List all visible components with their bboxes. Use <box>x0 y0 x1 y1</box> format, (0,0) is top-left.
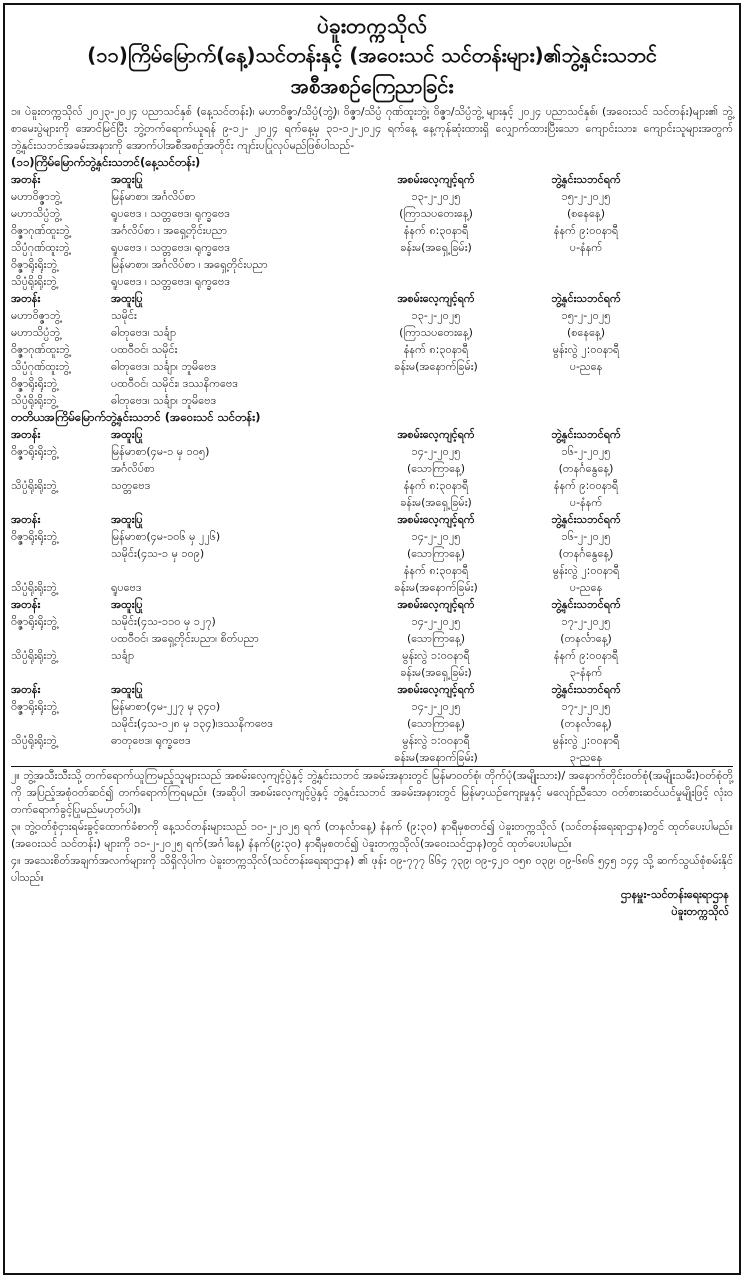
header-c2: အစမ်းလေ့ကျင့်ရက် <box>397 173 475 187</box>
cell-c2: မွန်းလွဲ ၁:၀၀နာရီ <box>402 649 470 663</box>
cell-c1 <box>111 664 361 681</box>
cell-c1: မြန်မာစာ၊ အင်္ဂလိပ်စာ ၊ အရှေ့တိုင်းပညာ <box>111 258 268 272</box>
cell-c0 <box>11 494 111 511</box>
cell-c1: သတ္တဗေဒ <box>111 479 151 493</box>
header-c3: ဘွဲ့နှင်းသဘင်ရက် <box>551 292 621 306</box>
intro-paragraph: ၁။ ပဲခူးတက္ကသိုလ် ၂၀၂၃-၂၀၂၄ ပညာသင်နှစ် (နေ့သင်တန်း)၊ မဟာဝိဇ္ဇာ/သိပ္ပံ(ဘွဲ့)၊ ဝိဇ္ဇာ/သိပ္ပံ ဂုဏ်ထူးဘွဲ့၊ ဝိဇ္ဇာ/သိပ္ပံဘွဲ့ များနှင့် ၂၀၂၄ ပညာသင်နှစ်၊ (အဝေးသင် သင်တန်း)များ၏ ဘွဲ့စာမေးပွဲများကို အောင်မြင်ပြီး ဘွဲ့တက်ရောက်ယူရန် ၉-၁၂- ၂၀၂၄ ရက်နေ့မှ ၃၁-၁၂-၂၀၂၄ ရက်နေ့ နေ့ကုန်ဆုံးထားရှိ လျှောက်ထားပြီးသော ကျောင်းသား၊ ကျောင်းသူများအတွက် ဘွဲ့နှင်းသဘင်အခမ်းအနားကို အောက်ပါအစီအစဉ်အတိုင်း ကျင်းပပြုလုပ်မည်ဖြစ်ပါသည်- <box>11 105 733 153</box>
cell-c2: (ကြာသပတေးနေ့) <box>399 207 473 221</box>
cell-c0: မဟာဝိဇ္ဇာဘွဲ့ <box>11 309 61 323</box>
cell-c1: မြန်မာစာ၊ အင်္ဂလိပ်စာ <box>111 190 196 204</box>
cell-c0 <box>11 630 111 647</box>
cell-c2: နံနက် ၈:၃၀နာရီ <box>403 224 469 238</box>
cell-c1 <box>111 749 361 766</box>
table-row <box>11 477 733 494</box>
schedule-block-3 <box>11 426 733 511</box>
table-row <box>11 222 733 239</box>
cell-c0 <box>11 562 111 579</box>
table-row <box>11 375 733 392</box>
schedule-block-1 <box>11 171 733 290</box>
header-c3: ဘွဲ့နှင်းသဘင်ရက် <box>551 683 621 697</box>
table-row <box>11 613 733 630</box>
cell-c3: (တနင်္လာနေ့) <box>560 717 612 731</box>
cell-c0: သိပ္ပံဂုဏ်ထူးဘွဲ့ <box>11 241 70 255</box>
cell-c0: သိပ္ပံရိုးရိုးဘွဲ့ <box>11 649 57 663</box>
signature-title: ဌာနမှူး-သင်တန်းရေးရာဌာန <box>620 888 729 902</box>
cell-c3: မွန်းလွဲ ၂:၀၀နာရီ <box>552 564 620 578</box>
cell-c1: မြန်မာစာ(၄မ-၁၀၆ မှ ၂၂၆) <box>111 530 221 544</box>
cell-c1: ရူပဗေဒ <box>111 581 142 595</box>
university-title: ပဲခူးတက္ကသိုလ် <box>316 14 428 38</box>
header-c3: ဘွဲ့နှင်းသဘင်ရက် <box>551 598 621 612</box>
cell-c3: (စနေနေ့) <box>566 207 606 221</box>
cell-c3: (တနင်္ဂနွေနေ့) <box>558 462 614 476</box>
table-header-row <box>11 511 733 528</box>
header-c2: အစမ်းလေ့ကျင့်ရက် <box>397 513 475 527</box>
table-row <box>11 239 733 256</box>
table-row <box>11 545 733 562</box>
header-c1: အထူးပြု <box>111 292 143 306</box>
cell-c3: နံနက် ၉:၀၀နာရီ <box>553 479 619 493</box>
header-c2: အစမ်းလေ့ကျင့်ရက် <box>397 683 475 697</box>
cell-c1: ရူပဗေဒ ၊ သတ္တဗေဒ၊ ရုက္ခဗေဒ <box>111 207 230 221</box>
cell-c0: ဝိဇ္ဇာရိုးရိုးဘွဲ့ <box>11 615 58 629</box>
cell-c3 <box>511 256 661 273</box>
cell-c0: ဝိဇ္ဇာရိုးရိုးဘွဲ့ <box>11 530 58 544</box>
contact-paragraph: ၄။ အသေးစိတ်အချက်အလက်များကို သိရှိလိုပါက ပဲခူးတက္ကသိုလ်(သင်တန်းရေးရာဌာန) ၏ ဖုန်း ၀၉-၇၇၇ ၆၆၄ ၇၃၉၊ ၀၉-၄၂၀ ၀၅၈ ၀၃၉၊ ၀၉-၆၈၆ ၅၄၅ ၁၄၄ သို့ ဆက်သွယ်စုံစမ်းနိုင်ပါသည်။ <box>11 854 733 885</box>
cell-c2: (သောကြာနေ့) <box>406 717 466 731</box>
cell-c0 <box>11 545 111 562</box>
cell-c1: မြန်မာစာ(၄မ-၁ မှ ၁၀၅) <box>111 445 210 459</box>
table-header-row <box>11 426 733 443</box>
cell-c0: သိပ္ပံဂုဏ်ထူးဘွဲ့ <box>11 360 70 374</box>
cell-c0: သိပ္ပံရိုးရိုးဘွဲ့ <box>11 394 57 408</box>
cell-c2: နံနက် ၈:၃၀နာရီ <box>403 343 469 357</box>
cell-c3: နံနက် ၉:၀၀နာရီ <box>553 649 619 663</box>
cell-c3: ၁၅-၂-၂၀၂၅ <box>561 309 611 323</box>
table-row <box>11 460 733 477</box>
cell-c2: (သောကြာနေ့) <box>406 547 466 561</box>
cell-c2: မွန်းလွဲ ၁:၀၀နာရီ <box>402 734 470 748</box>
header-c0: အတန်း <box>11 292 41 306</box>
cell-c2 <box>361 256 511 273</box>
table-row <box>11 698 733 715</box>
section2-title: တတိယအကြိမ်မြောက်ဘွဲ့နှင်းသဘင် (အဝေးသင် သင်တန်း) <box>11 410 261 425</box>
cell-c1: သမိုင်း(၄သ-၁၂၈ မှ ၁၃၄)၊ဒဿနိကဗေဒ <box>111 717 273 731</box>
cell-c0: သိပ္ပံရိုးရိုးဘွဲ့ <box>11 275 57 289</box>
cell-c0: ဝိဇ္ဇာရိုးရိုးဘွဲ့ <box>11 258 58 272</box>
table-row <box>11 273 733 290</box>
header-c1: အထူးပြု <box>111 598 143 612</box>
cell-c3: ၁၇-၂-၂၀၂၅ <box>561 700 611 714</box>
table-row <box>11 562 733 579</box>
table-header-row <box>11 596 733 613</box>
cell-c3: (စနေနေ့) <box>566 326 606 340</box>
cell-c1: ပထဝီဝင်၊ သမိုင်း <box>111 343 178 357</box>
cell-c2 <box>361 273 511 290</box>
cell-c1: ဓာတုဗေဒ၊ ရုက္ခဗေဒ <box>111 734 191 748</box>
cell-c2 <box>361 375 511 392</box>
cell-c1: ပထဝီဝင်၊ အရှေ့တိုင်းပညာ၊ စိတ်ပညာ <box>111 632 259 646</box>
notice-frame <box>3 3 741 1275</box>
cell-c0: ဝိဇ္ဇာရိုးရိုးဘွဲ့ <box>11 377 58 391</box>
cell-c2: ၁၃-၂-၂၀၂၅ <box>411 309 461 323</box>
table-row <box>11 647 733 664</box>
table-row <box>11 341 733 358</box>
cell-c3: ၁၆-၂-၂၀၂၅ <box>561 530 611 544</box>
cell-c0 <box>11 664 111 681</box>
table-row <box>11 443 733 460</box>
cell-c3 <box>511 392 661 409</box>
table-row <box>11 188 733 205</box>
header-c3: ဘွဲ့နှင်းသဘင်ရက် <box>551 173 621 187</box>
cell-c0: မဟာသိပ္ပံဘွဲ့ <box>11 326 61 340</box>
cell-c2: ၁၄-၂-၂၀၂၅ <box>411 615 461 629</box>
header-c0: အတန်း <box>11 173 41 187</box>
cell-c3: ပ-နံနက် <box>569 241 603 255</box>
cell-c0: သိပ္ပံရိုးရိုးဘွဲ့ <box>11 479 57 493</box>
cell-c0: ဝိဇ္ဇာဂုဏ်ထူးဘွဲ့ <box>11 224 70 238</box>
cell-c3: ပ-ညနေ <box>569 360 603 374</box>
cell-c3: ၁၅-၂-၂၀၂၅ <box>561 190 611 204</box>
cell-c1: ဓါတုဗေဒ၊ သင်္ချာ <box>111 326 177 340</box>
table-row <box>11 749 733 766</box>
cell-c0: ဝိဇ္ဇာဂုဏ်ထူးဘွဲ့ <box>11 343 70 357</box>
cell-c1: မြန်မာစာ(၄မ-၂၂၇ မှ ၃၄၀) <box>111 700 221 714</box>
cell-c0: မဟာသိပ္ပံဘွဲ့ <box>11 207 61 221</box>
table-row <box>11 494 733 511</box>
header-c1: အထူးပြု <box>111 683 143 697</box>
table-row <box>11 205 733 222</box>
cell-c3: ၃-နံနက် <box>569 666 603 680</box>
cell-c2: နံနက် ၈:၃၀နာရီ <box>403 479 469 493</box>
cell-c2: နံနက် ၈:၃၀နာရီ <box>403 564 469 578</box>
cell-c2: (သောကြာနေ့) <box>406 462 466 476</box>
cell-c2: (ကြာသပတေးနေ့) <box>399 326 473 340</box>
table-row <box>11 256 733 273</box>
table-row <box>11 579 733 596</box>
cell-c0: သိပ္ပံရိုးရိုးဘွဲ့ <box>11 734 57 748</box>
cell-c3: ၁၇-၂-၂၀၂၅ <box>561 615 611 629</box>
cell-c1: အင်္ဂလိပ်စာ ၊ အရှေ့တိုင်းပညာ <box>111 224 228 238</box>
schedule-block-2 <box>11 290 733 409</box>
cell-c1: သမိုင်း(၄သ-၁ မှ ၁၀၉) <box>111 547 205 561</box>
table-row <box>11 715 733 732</box>
header-c2: အစမ်းလေ့ကျင့်ရက် <box>397 598 475 612</box>
header-c1: အထူးပြု <box>111 428 143 442</box>
cell-c3: ၃-ညနေ <box>569 751 603 765</box>
header-c3: ဘွဲ့နှင်းသဘင်ရက် <box>551 428 621 442</box>
table-header-row <box>11 681 733 698</box>
cell-c0: ဝိဇ္ဇာရိုးရိုးဘွဲ့ <box>11 445 58 459</box>
cell-c2: ခန်းမ(အနောက်ခြမ်း) <box>394 581 478 595</box>
cell-c3: မွန်းလွဲ ၂:၀၀နာရီ <box>552 343 620 357</box>
table-row <box>11 392 733 409</box>
table-header-row <box>11 171 733 188</box>
header-c0: အတန်း <box>11 683 41 697</box>
table-row <box>11 307 733 324</box>
cell-c3: ၁၆-၂-၂၀၂၅ <box>561 445 611 459</box>
cell-c0: ဝိဇ္ဇာရိုးရိုးဘွဲ့ <box>11 700 58 714</box>
dress-code-paragraph: ၂။ ဘွဲ့အသီးသီးသို့ တက်ရောက်ယူကြမည့်သူများသည် အစမ်းလေ့ကျင့်ပွဲနှင့် ဘွဲ့နှင်းသဘင် အခမ်းအနားတွင် မြန်မာဝတ်စုံ၊ တိုက်ပုံ(အမျိုးသား)/ အနောက်တိုင်းဝတ်စုံ(အမျိုးသမီး)ဝတ်စုံတို့ကို အပြည့်အစုံဝတ်ဆင်၍ တက်ရောက်ကြရမည်။ (အဆိုပါ အစမ်းလေ့ကျင့်ပွဲနှင့် ဘွဲ့နှင်းသဘင် အခမ်းအနားတွင် မြန်မာ့ယဉ်ကျေးမှုနှင့် မလျော်ညီသော ဝတ်စားဆင်ယင်မှုမျိုးဖြင့် လုံးဝတက်ရောက်ခွင့်ပြုမည်မဟုတ်ပါ)။ <box>11 769 733 817</box>
cell-c0 <box>11 749 111 766</box>
cell-c1: အင်္ဂလိပ်စာ <box>111 462 155 476</box>
cell-c2: ၁၃-၂-၂၀၂၅ <box>411 190 461 204</box>
cell-c3 <box>511 375 661 392</box>
schedule-block-6 <box>11 681 733 766</box>
cell-c0: မဟာဝိဇ္ဇာဘွဲ့ <box>11 190 61 204</box>
header-c0: အတန်း <box>11 428 41 442</box>
gown-rental-paragraph: ၃။ ဘွဲ့ဝတ်စုံငှားရမ်းခွင့်ထောက်ခံစာကို နေ့သင်တန်းများသည် ၁၀-၂-၂၀၂၅ ရက် (တနင်္လာနေ့) နံနက် (၉:၃၀) နာရီမှစတင်၍ ပဲခူးတက္ကသိုလ် (သင်တန်းရေးရာဌာန)တွင် ထုတ်ပေးပါမည်။ (အဝေးသင် သင်တန်း) များကို ၁၁-၂-၂၀၂၅ ရက်(အင်္ဂါနေ့) နံနက်(၉:၃၀) နာရီမှစတင်၍ ပဲခူးတက္ကသိုလ်(အဝေးသင်ဌာန)တွင် ထုတ်ပေးပါမည်။ <box>11 820 733 851</box>
cell-c2: ခန်းမ(အနောက်ခြမ်း) <box>394 360 478 374</box>
cell-c1: သမိုင်း(၄သ-၁၁၀ မှ ၁၂၇) <box>111 615 216 629</box>
table-row <box>11 630 733 647</box>
cell-c1: ဓါတုဗေဒ၊ သင်္ချာ၊ ဘူမိဗေဒ <box>111 394 217 408</box>
cell-c0 <box>11 460 111 477</box>
cell-c3 <box>511 273 661 290</box>
cell-c1 <box>111 494 361 511</box>
table-row <box>11 358 733 375</box>
cell-c2: ၁၄-၂-၂၀၂၅ <box>411 530 461 544</box>
header-c1: အထူးပြု <box>111 173 143 187</box>
cell-c1 <box>111 562 361 579</box>
cell-c1: ဓါတုဗေဒ၊ သင်္ချာ၊ ဘူမိဗေဒ <box>111 360 217 374</box>
cell-c2: ခန်းမ(အရှေ့ခြမ်း) <box>400 496 472 510</box>
table-row <box>11 528 733 545</box>
cell-c1: သင်္ချာ <box>111 649 135 663</box>
cell-c1: ရူပဗေဒ ၊ သတ္တဗေဒ၊ ရုက္ခဗေဒ <box>111 275 230 289</box>
cell-c2 <box>361 392 511 409</box>
cell-c1: ရူပဗေဒ ၊ သတ္တဗေဒ၊ ရုက္ခဗေဒ <box>111 241 230 255</box>
schedule-block-5 <box>11 596 733 681</box>
header-c1: အထူးပြု <box>111 513 143 527</box>
cell-c3: (တနင်္လာနေ့) <box>560 632 612 646</box>
header-c3: ဘွဲ့နှင်းသဘင်ရက် <box>551 513 621 527</box>
header-c0: အတန်း <box>11 513 41 527</box>
cell-c1: ပထဝီဝင်၊ သမိုင်း၊ ဒဿနိကဗေဒ <box>111 377 238 391</box>
cell-c2: ခန်းမ(အရှေ့ခြမ်း) <box>400 666 472 680</box>
ceremony-title: (၁၁)ကြိမ်မြောက်(နေ့)သင်တန်းနှင့် (အဝေးသင် သင်တန်းများ)၏ဘွဲ့နှင်းသဘင် <box>87 43 657 68</box>
table-row <box>11 324 733 341</box>
cell-c3: (တနင်္ဂနွေနေ့) <box>558 547 614 561</box>
notice-body <box>11 9 733 1269</box>
cell-c0 <box>11 715 111 732</box>
cell-c3: မွန်းလွဲ ၂:၀၀နာရီ <box>552 734 620 748</box>
cell-c3: ပ-ညနေ <box>569 581 603 595</box>
table-row <box>11 732 733 749</box>
cell-c0: သိပ္ပံရိုးရိုးဘွဲ့ <box>11 581 57 595</box>
cell-c3: နံနက် ၉:၀၀နာရီ <box>553 224 619 238</box>
header-c0: အတန်း <box>11 598 41 612</box>
schedule-block-4 <box>11 511 733 596</box>
cell-c2: ခန်းမ(အနောက်ခြမ်း) <box>394 751 478 765</box>
header-c2: အစမ်းလေ့ကျင့်ရက် <box>397 428 475 442</box>
announcement-title: အစီအစဉ်ကြေညာခြင်း <box>290 74 454 99</box>
cell-c2: ခန်းမ(အရှေ့ခြမ်း) <box>400 241 472 255</box>
section1-title: (၁၁)ကြိမ်မြောက်ဘွဲ့နှင်းသဘင်(နေ့သင်တန်း) <box>11 155 201 170</box>
cell-c2: ၁၄-၂-၂၀၂၅ <box>411 445 461 459</box>
cell-c2: (သောကြာနေ့) <box>406 632 466 646</box>
table-header-row <box>11 290 733 307</box>
cell-c1: သမိုင်း <box>111 309 137 323</box>
signature-university: ပဲခူးတက္ကသိုလ် <box>671 905 729 919</box>
cell-c2: ၁၄-၂-၂၀၂၅ <box>411 700 461 714</box>
header-c2: အစမ်းလေ့ကျင့်ရက် <box>397 292 475 306</box>
cell-c3: ပ-နံနက် <box>569 496 603 510</box>
table-row <box>11 664 733 681</box>
